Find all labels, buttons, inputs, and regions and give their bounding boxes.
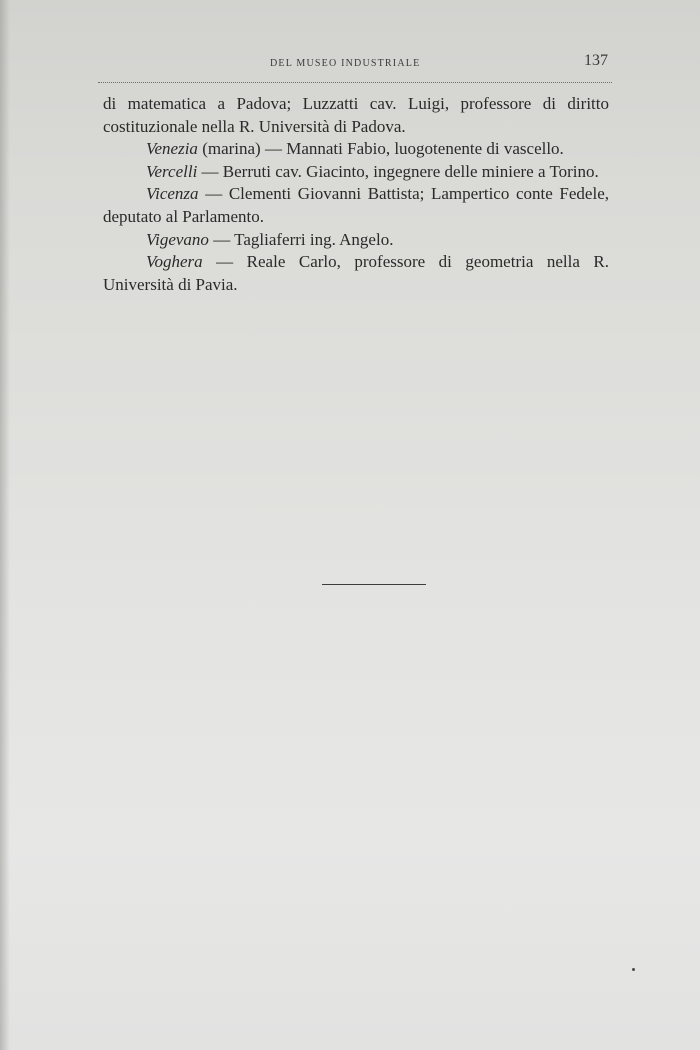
body-text xyxy=(103,93,609,296)
entry-text: — Reale Carlo, professore di geometria nella R. Università di Pavia. xyxy=(103,252,609,294)
paragraph-voghera xyxy=(103,251,609,296)
paper-speck xyxy=(632,968,635,971)
paragraph-vigevano xyxy=(103,229,609,252)
entry-text: — Tagliaferri ing. Angelo. xyxy=(208,229,394,249)
page-number: 137 xyxy=(584,52,608,69)
page-edge-shadow xyxy=(0,0,10,1050)
entry-text: (marina) — Mannati Fabio, luogotenente di vascello. xyxy=(197,139,564,159)
entry-text: — Berruti cav. Giacinto, ingegnere delle miniere a Torino. xyxy=(197,161,599,181)
section-end-rule xyxy=(322,584,426,585)
place-name: Venezia xyxy=(146,139,198,159)
paragraph-vicenza xyxy=(103,183,609,228)
place-name: Voghera xyxy=(146,252,203,272)
page-header xyxy=(98,50,612,86)
entry-text: — Clementi Giovanni Battista; Lampertico conte Fedele, deputato al Parlamento. xyxy=(103,184,609,226)
running-head: DEL MUSEO INDUSTRIALE xyxy=(270,58,421,69)
place-name: Vicenza xyxy=(146,184,199,204)
paragraph-continuation xyxy=(103,93,609,138)
header-dotted-rule xyxy=(98,82,612,83)
place-name: Vigevano xyxy=(146,229,209,249)
paragraph-vercelli xyxy=(103,161,609,184)
entry-text: di matematica a Padova; Luzzatti cav. Luigi, professore di diritto costituzionale nella R. Università di Padova. xyxy=(103,94,609,136)
place-name: Vercelli xyxy=(146,161,198,181)
paragraph-venezia xyxy=(103,138,609,161)
